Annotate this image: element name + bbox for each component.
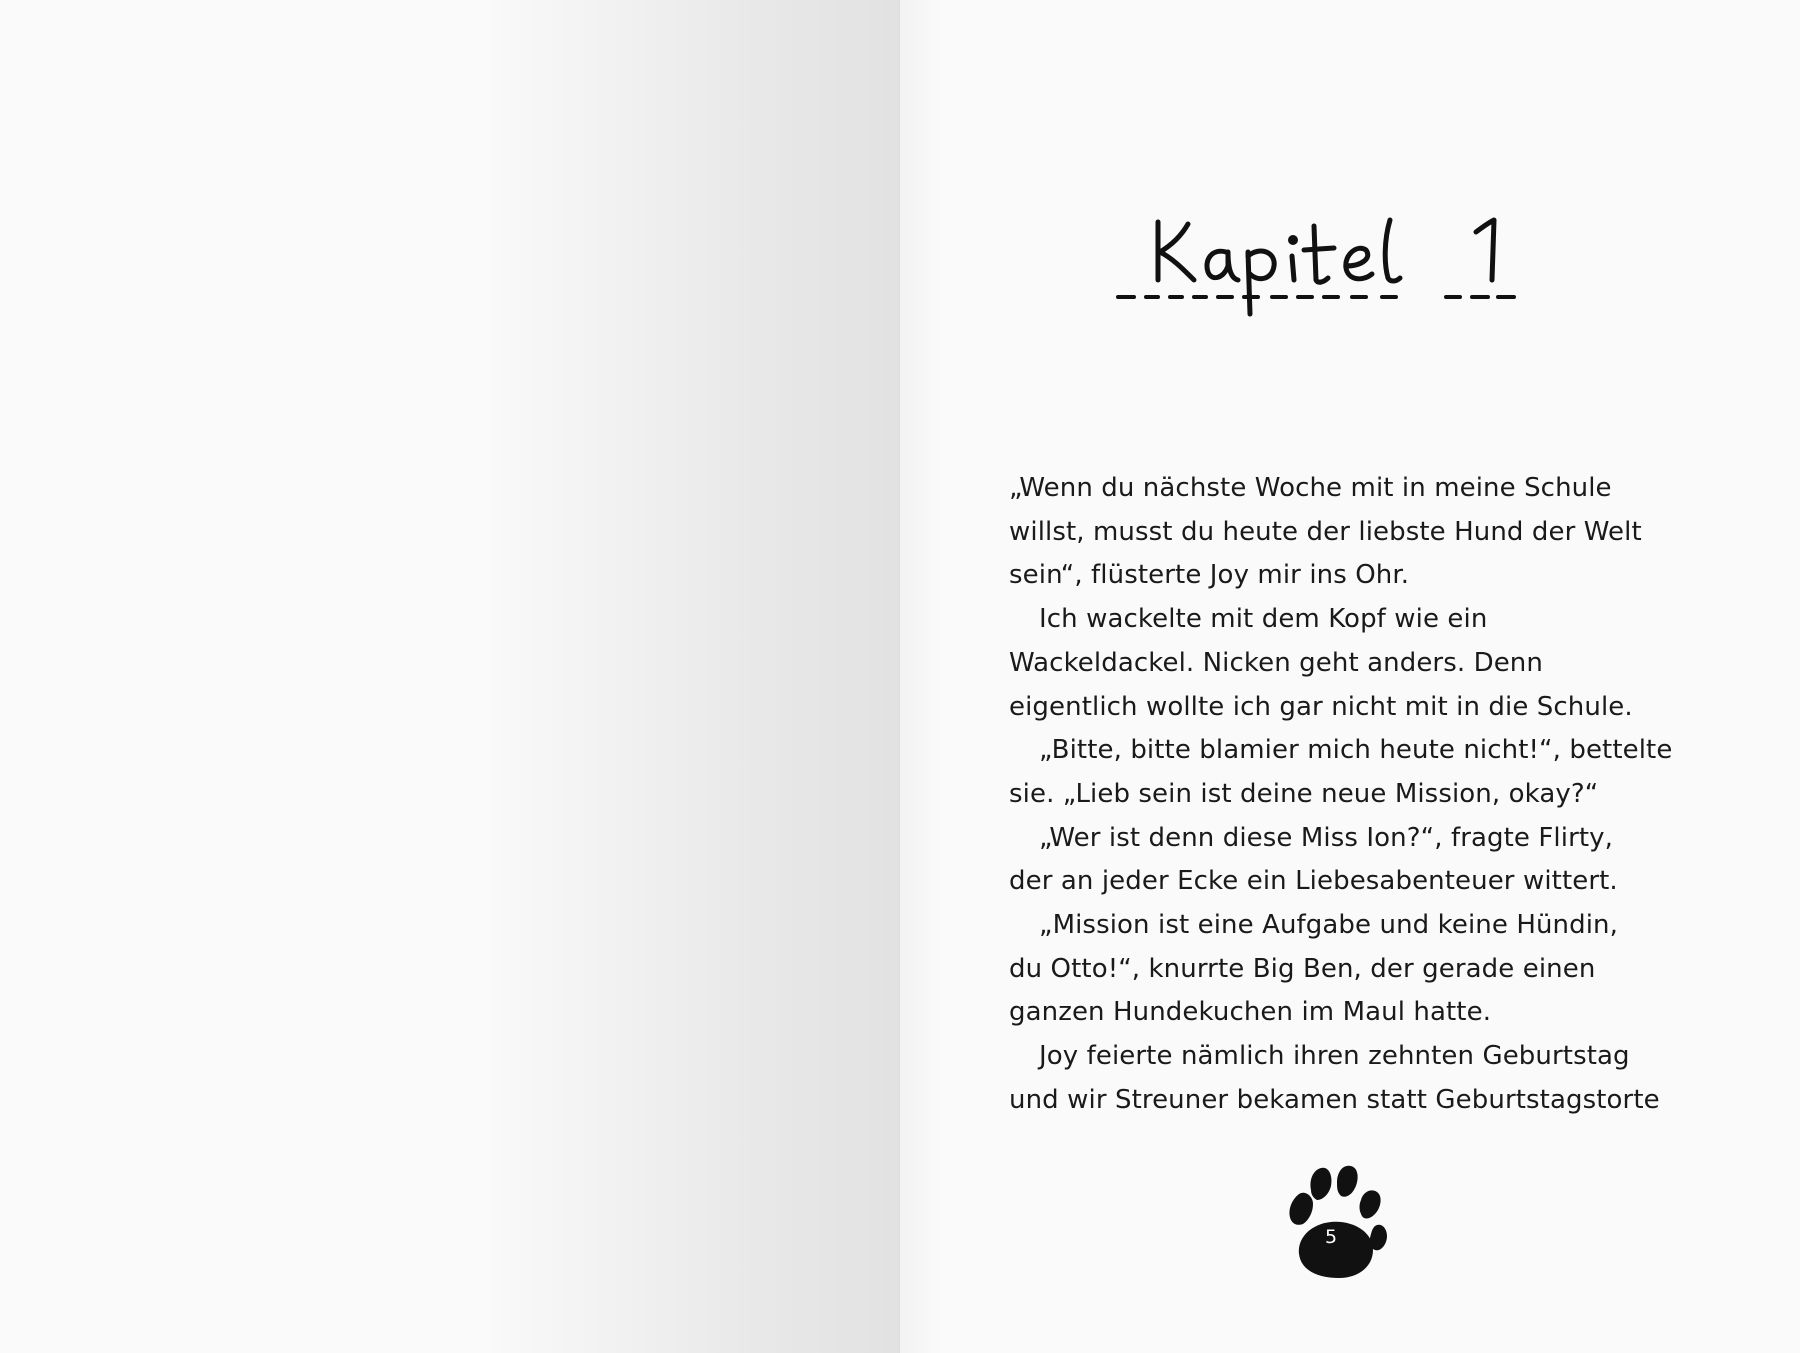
text-line: sie. „Lieb sein ist deine neue Mission, okay?“ xyxy=(1009,778,1599,809)
text-line: „Bitte, bitte blamier mich heute nicht!“, bettelte xyxy=(1039,735,1673,766)
text-line: sein“, flüsterte Joy mir ins Ohr. xyxy=(1009,560,1410,591)
text-line: und wir Streuner bekamen statt Geburtstagstorte xyxy=(1009,1084,1660,1115)
text-line: Wackeldackel. Nicken geht anders. Denn xyxy=(1009,647,1543,678)
page-number: 5 xyxy=(1324,1226,1338,1248)
text-line: „Wer ist denn diese Miss Ion?“, fragte Flirty, xyxy=(1039,822,1614,853)
text-line: eigentlich wollte ich gar nicht mit in die Schule. xyxy=(1009,691,1633,722)
text-line: willst, musst du heute der liebste Hund der Welt xyxy=(1009,516,1642,547)
chapter-heading-handwriting xyxy=(1100,200,1560,320)
text-line: „Wenn du nächste Woche mit in meine Schule xyxy=(1009,473,1612,503)
text-line: Joy feierte nämlich ihren zehnten Geburtstag xyxy=(1039,1041,1630,1072)
chapter-body-text xyxy=(1009,467,1689,1123)
chapter-heading xyxy=(1100,200,1560,320)
text-line: ganzen Hundekuchen im Maul hatte. xyxy=(1009,997,1492,1028)
text-line: der an jeder Ecke ein Liebesabenteuer wittert. xyxy=(1009,866,1618,897)
text-line: Ich wackelte mit dem Kopf wie ein xyxy=(1039,604,1488,635)
text-line: „Mission ist eine Aufgabe und keine Hündin, xyxy=(1039,910,1618,941)
text-line: du Otto!“, knurrte Big Ben, der gerade einen xyxy=(1009,953,1596,984)
paw-print-icon xyxy=(1283,1162,1389,1280)
